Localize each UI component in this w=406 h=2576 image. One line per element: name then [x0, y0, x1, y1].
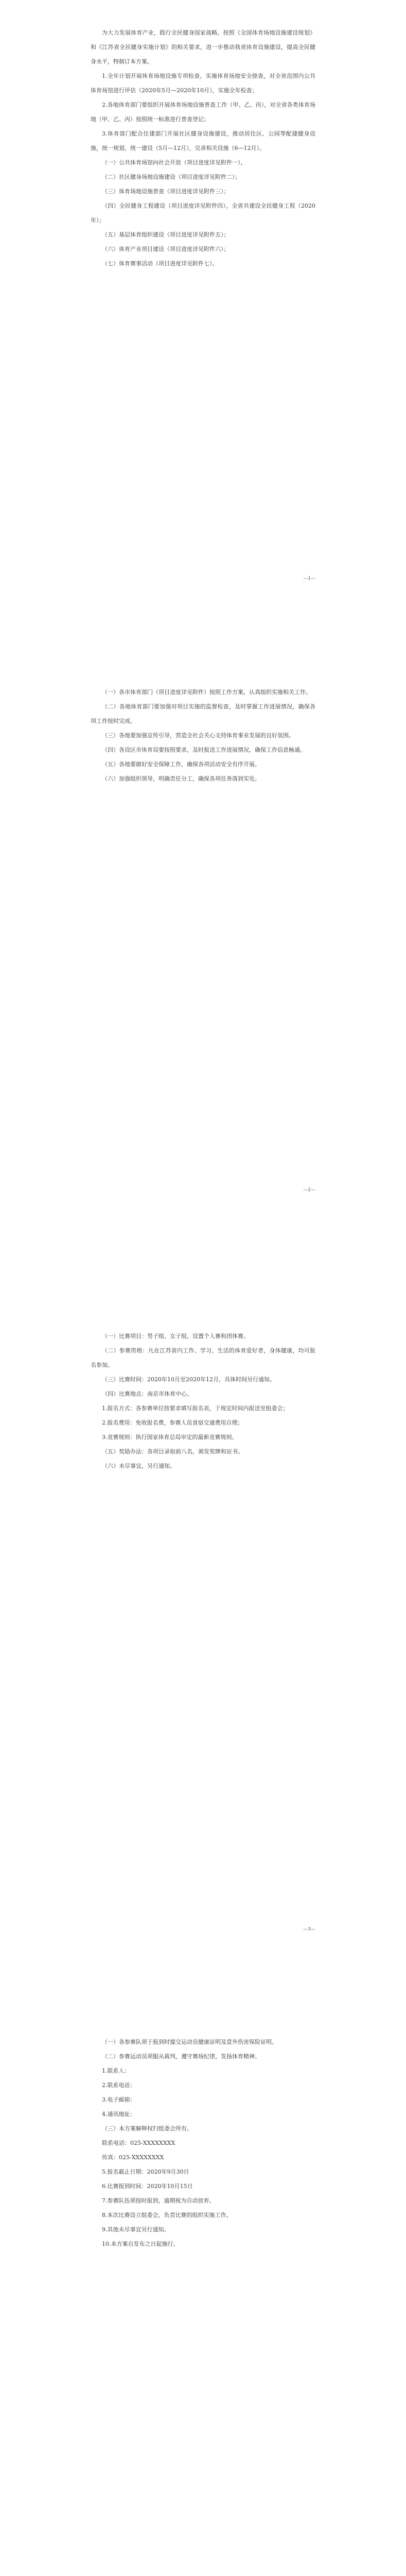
paragraph: （二）各地体育部门要加强对项目实施的监督检查，及时掌握工作进展情况，确保各项工作按时完成。 — [91, 703, 315, 724]
paragraph: 1.全年计划开展体育场地设施专项检查，实施体育场地安全排查，对全省范围内公共体育场馆进行评估（2020年5月—2020年10月），实施全年检查； — [91, 73, 315, 94]
paragraph: （四）全民健身工程建设（项目进度详见附件四），全省共建设全民健身工程（2020年）； — [91, 202, 315, 224]
paragraph: （一）各参赛队须于报到时提交运动员健康证明及意外伤害保险证明。 — [102, 2039, 277, 2045]
page-number: —1— — [303, 576, 315, 581]
paragraph: 1.联系人： — [102, 2067, 130, 2074]
page-3 — [91, 1329, 315, 1473]
page-2 — [91, 685, 315, 786]
paragraph: （六）体育产业项目建设（项目进度详见附件六）； — [102, 246, 230, 252]
paragraph: 5.报名截止日期：2020年9月30日 — [102, 2168, 189, 2175]
paragraph: 1.报名方式：各参赛单位按要求填写报名表，于规定时间内报送至组委会； — [102, 1405, 289, 1412]
paragraph: 3.竞赛规则：执行国家体育总局审定的最新竞赛规则。 — [102, 1434, 238, 1440]
paragraph: （一）公共体育场馆向社会开放（项目进度详见附件一）， — [102, 159, 246, 166]
page-1 — [91, 26, 315, 271]
page-4 — [91, 2035, 315, 2251]
paragraph: 9.其他未尽事宜另行通知。 — [102, 2226, 170, 2233]
paragraph: （三）体育场地设施普查（项目进度详见附件三）； — [102, 188, 230, 195]
paragraph: （五）各地要做好安全保障工作，确保各项活动安全有序开展。 — [102, 761, 260, 768]
paragraph: （三）本方案解释权归组委会所有。 — [102, 2125, 192, 2132]
paragraph: （四）各设区市体育局要按照要求，及时报送工作进展情况，确保工作信息畅通。 — [102, 747, 306, 753]
paragraph: 联系电话：025-XXXXXXXX — [102, 2140, 175, 2146]
paragraph: 3.体育部门配合住建部门开展社区健身设施建设，推动居住区、公园等配建健身设施，统一规划、统一建设（5月—12月），完善相关设施（6—12月）。 — [91, 130, 315, 151]
paragraph: （四）比赛地点：南京市体育中心。 — [102, 1391, 192, 1397]
paragraph: 6.比赛报到时间：2020年10月15日 — [102, 2183, 193, 2190]
paragraph: （三）各地要加强宣传引导，营造全社会关心支持体育事业发展的良好氛围。 — [102, 732, 294, 739]
paragraph: 10.本方案自发布之日起施行。 — [102, 2241, 179, 2247]
paragraph: 2.联系电话： — [102, 2082, 136, 2089]
paragraph: 3.电子邮箱： — [102, 2096, 136, 2103]
paragraph: （一）比赛项目：男子组、女子组，设置个人赛和团体赛。 — [102, 1333, 249, 1340]
paragraph: （五）基层体育组织建设（项目进度详见附件五）； — [102, 231, 230, 238]
paragraph: 为大力发展体育产业，践行全民健身国家战略，按照《全国体育场地设施建设规划》和《江苏省全民健身实施计划》的相关要求，进一步推动我省体育设施建设，提高全民健身水平，特制订本方案。 — [91, 29, 315, 65]
paragraph: 4.通讯地址： — [102, 2111, 136, 2117]
page-number: —2— — [303, 1188, 315, 1193]
paragraph: 8.本次比赛设立组委会，负责比赛的组织实施工作。 — [102, 2212, 232, 2218]
paragraph: （三）比赛时间：2020年10月至2020年12月，具体时间另行通知。 — [102, 1376, 275, 1383]
paragraph: 传真：025-XXXXXXXX — [102, 2154, 164, 2161]
paragraph: （六）加强组织领导，明确责任分工，确保各项任务落到实处。 — [102, 775, 260, 782]
page-number: —3— — [303, 1927, 315, 1932]
paragraph: 7.参赛队伍须按时报到，逾期视为自动放弃。 — [102, 2197, 215, 2204]
paragraph: （一）各市体育部门（项目进度详见附件）按照工作方案，认真组织实施相关工作。 — [102, 689, 311, 696]
paragraph: （五）奖励办法：各项目录取前八名，颁发奖牌和证书。 — [102, 1448, 243, 1455]
paragraph: 2.报名费用：免收报名费，参赛人员食宿交通费用自理； — [102, 1419, 243, 1426]
paragraph: 2.各地体育部门要组织开展体育场地设施普查工作（甲、乙、丙），对全省各类体育场地（甲、乙、丙）按照统一标准进行普查登记； — [91, 101, 315, 123]
paragraph: （二）参赛运动员须服从裁判，遵守赛场纪律，发扬体育精神。 — [102, 2053, 260, 2060]
paragraph: （二）参赛资格：凡在江苏省内工作、学习、生活的体育爱好者，身体健康，均可报名参加。 — [91, 1347, 315, 1368]
paragraph: （二）社区健身场地设施建设（项目进度详见附件二）； — [102, 174, 241, 180]
paragraph: （七）体育赛事活动（项目进度详见附件七）。 — [102, 260, 218, 267]
paragraph: （六）未尽事宜，另行通知。 — [102, 1463, 175, 1469]
